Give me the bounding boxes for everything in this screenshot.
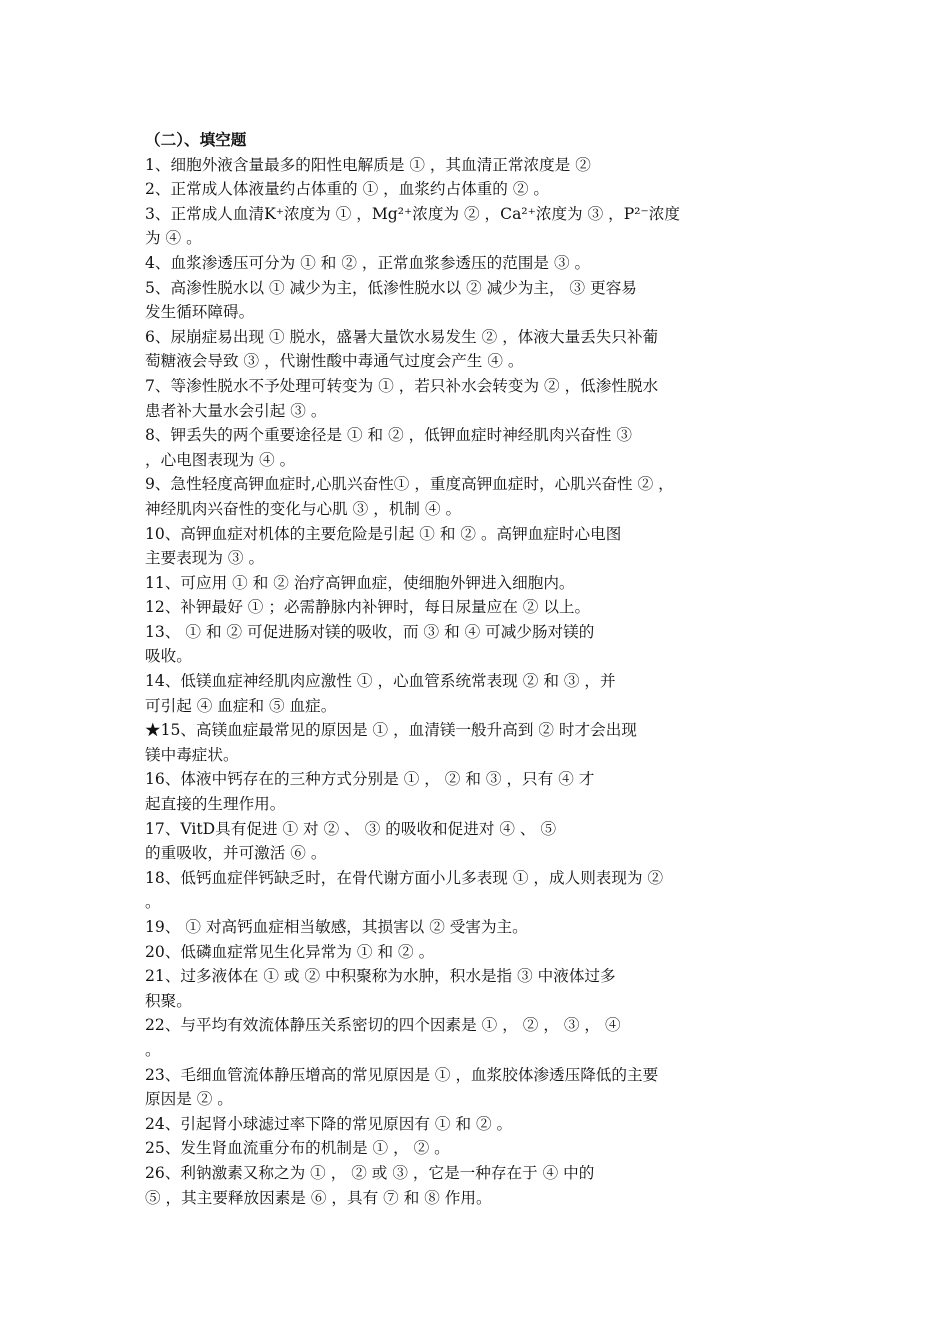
question-line: 9、急性轻度高钾血症时,心肌兴奋性① ，重度高钾血症时，心肌兴奋性 ② ， — [145, 475, 674, 494]
question-line: 25、发生肾血流重分布的机制是 ① ， ② 。 — [145, 1139, 450, 1158]
question-line: 21、过多液体在 ① 或 ② 中积聚称为水肿，积水是指 ③ 中液体过多 — [145, 967, 616, 986]
question-line: 20、低磷血症常见生化异常为 ① 和 ② 。 — [145, 942, 435, 961]
question-line: 24、引起肾小球滤过率下降的常见原因有 ① 和 ② 。 — [145, 1114, 513, 1133]
question-line: 可引起 ④ 血症和 ⑤ 血症。 — [145, 696, 337, 715]
question-line: 萄糖液会导致 ③ ，代谢性酸中毒通气过度会产生 ④ 。 — [145, 352, 524, 371]
question-line: 镁中毒症状。 — [145, 745, 239, 764]
question-line: 积聚。 — [145, 991, 192, 1010]
question-line: 16、体液中钙存在的三种方式分别是 ① ， ② 和 ③ ，只有 ④ 才 — [145, 770, 595, 789]
question-list — [145, 153, 810, 1211]
question-line: 。 — [145, 893, 161, 912]
question-line: 10、高钾血症对机体的主要危险是引起 ① 和 ② 。高钾血症时心电图 — [145, 524, 622, 543]
question-line: 主要表现为 ③ 。 — [145, 549, 265, 568]
question-line: 11、可应用 ① 和 ② 治疗高钾血症，使细胞外钾进入细胞内。 — [145, 573, 575, 592]
question-line: 4、血浆渗透压可分为 ① 和 ② ，正常血浆参透压的范围是 ③ 。 — [145, 253, 591, 272]
question-line: 5、高渗性脱水以 ① 减少为主，低渗性脱水以 ② 减少为主， ③ 更容易 — [145, 278, 637, 297]
question-line: 6、尿崩症易出现 ① 脱水，盛暑大量饮水易发生 ② ，体液大量丢失只补葡 — [145, 327, 659, 346]
question-line: 26、利钠激素又称之为 ① ， ② 或 ③ ，它是一种存在于 ④ 中的 — [145, 1163, 595, 1182]
question-line: 的重吸收，并可激活 ⑥ 。 — [145, 844, 327, 863]
section-title: （二）、填空题 — [145, 131, 247, 149]
question-line: 18、低钙血症伴钙缺乏时，在骨代谢方面小儿多表现 ① ，成人则表现为 ② — [145, 868, 664, 887]
document-page — [145, 128, 810, 1210]
question-line: 1、细胞外液含量最多的阳性电解质是 ① ，其血清正常浓度是 ② — [145, 155, 591, 174]
question-line: 发生循环障碍。 — [145, 303, 255, 322]
question-line: ，心电图表现为 ④ 。 — [145, 450, 296, 469]
question-line: 起直接的生理作用。 — [145, 795, 286, 814]
question-line: 22、与平均有效流体静压关系密切的四个因素是 ① ， ② ， ③ ， ④ — [145, 1016, 621, 1035]
question-line: ⑤ ，其主要释放因素是 ⑥ ，具有 ⑦ 和 ⑧ 作用。 — [145, 1188, 492, 1207]
question-line: 吸收。 — [145, 647, 192, 666]
question-line: 7、等渗性脱水不予处理可转变为 ① ，若只补水会转变为 ② ，低渗性脱水 — [145, 376, 659, 395]
question-line: 23、毛细血管流体静压增高的常见原因是 ① ，血浆胶体渗透压降低的主要 — [145, 1065, 659, 1084]
question-line: 神经肌肉兴奋性的变化与心肌 ③ ，机制 ④ 。 — [145, 499, 462, 518]
question-line: 8、钾丢失的两个重要途径是 ① 和 ② ，低钾血症时神经肌肉兴奋性 ③ — [145, 426, 632, 445]
question-line: 14、低镁血症神经肌肉应激性 ① ，心血管系统常表现 ② 和 ③ ，并 — [145, 672, 616, 691]
question-line: ★15、高镁血症最常见的原因是 ① ，血清镁一般升高到 ② 时才会出现 — [145, 721, 637, 740]
question-line: 3、正常成人血清K⁺浓度为 ① ，Mg²⁺浓度为 ② ，Ca²⁺浓度为 ③ ，P²⁻浓度 — [145, 204, 680, 223]
question-line: 。 — [145, 1040, 161, 1059]
question-line: 13、 ① 和 ② 可促进肠对镁的吸收，而 ③ 和 ④ 可减少肠对镁的 — [145, 622, 595, 641]
question-line: 原因是 ② 。 — [145, 1090, 233, 1109]
question-line: 12、补钾最好 ① ；必需静脉内补钾时，每日尿量应在 ② 以上。 — [145, 598, 591, 617]
question-line: 为 ④ 。 — [145, 229, 202, 248]
question-line: 17、VitD具有促进 ① 对 ② 、 ③ 的吸收和促进对 ④ 、 ⑤ — [145, 819, 557, 838]
question-line: 患者补大量水会引起 ③ 。 — [145, 401, 327, 420]
question-line: 2、正常成人体液量约占体重的 ① ，血浆约占体重的 ② 。 — [145, 180, 549, 199]
question-line: 19、 ① 对高钙血症相当敏感，其损害以 ② 受害为主。 — [145, 918, 528, 936]
